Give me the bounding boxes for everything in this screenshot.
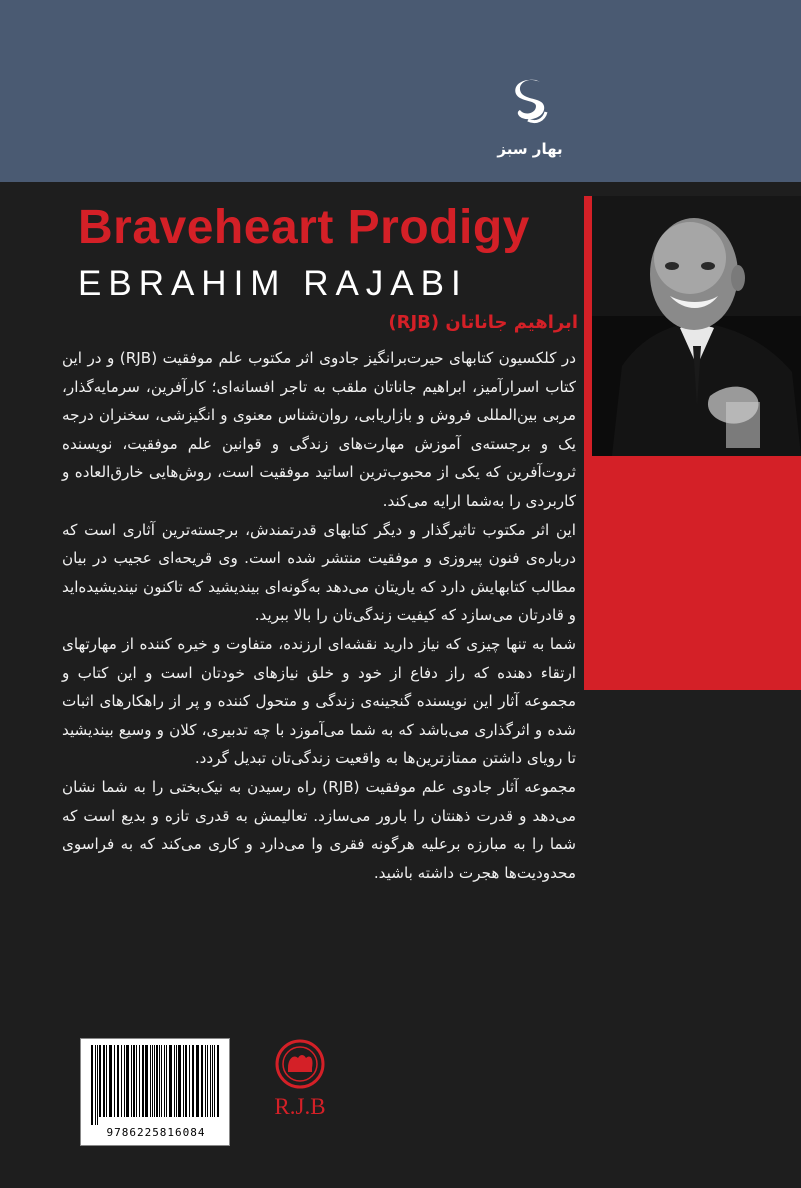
barcode-bar [95, 1045, 96, 1125]
description-paragraph: شما به تنها چیزی که نیاز دارید نقشه‌ای ارزنده، متفاوت و خیره کننده از مهارتهای ارتقاء دهنده که راز دفاع از خود و خلق نیازهای خودتان است و این کتاب و مجموعه آثار این نویسنده گنجینه‌ی زندگی و متحول کننده و پر از راهکارهای اثبات شده و اثرگذاری می‌باشد که به شما می‌آموزد با چه تدبیری، کلان و وسیع بیندیشید تا رویای داشتن ممتازترین‌ها به واقعیت زندگی‌تان تبدیل گردد. [62, 634, 576, 768]
book-title: Braveheart Prodigy [78, 201, 530, 254]
barcode-bar [142, 1045, 144, 1117]
barcode-bar [217, 1045, 219, 1117]
author-name: EBRAHIM RAJABI [78, 264, 468, 303]
barcode-bar [133, 1045, 135, 1117]
publisher-name: بهار سبز [497, 140, 563, 158]
barcode-bar [185, 1045, 187, 1117]
barcode-bar [117, 1045, 119, 1117]
imprint-logo [250, 1036, 350, 1146]
barcode-bar [121, 1045, 122, 1117]
barcode-bar [106, 1045, 107, 1117]
barcode-bar [152, 1045, 153, 1117]
barcode-bar [145, 1045, 148, 1117]
barcode-bar [214, 1045, 215, 1117]
barcode-bar [166, 1045, 167, 1117]
barcode-bar [131, 1045, 132, 1117]
barcode-bar [196, 1045, 199, 1117]
author-name-persian: ابراهیم جاناتان (RJB) [388, 312, 578, 333]
description-text [62, 344, 576, 887]
top-color-band [0, 0, 801, 182]
barcode-bar [189, 1045, 190, 1117]
description-paragraph: مجموعه آثار جادوی علم موفقیت (RJB) راه رسیدن به نیک‌بختی را به شما نشان می‌دهد و قدرت ذهنتان را بارور می‌سازد. تعالیمش به قدری تازه و بدیع است که شما را به مبارزه برعلیه هرگونه فقری وا می‌دارد و کاری می‌کند که به فراسوی محدودیت‌ها هجرت داشته باشید. [62, 777, 576, 882]
barcode-bar [124, 1045, 125, 1117]
rjb-emblem-icon [274, 1038, 326, 1090]
barcode-bar [192, 1045, 194, 1117]
barcode-bar [154, 1045, 155, 1117]
barcode-bars [87, 1045, 225, 1125]
imprint-label: R.J.B [274, 1094, 326, 1119]
barcode-bar [164, 1045, 165, 1117]
barcode-bar [109, 1045, 112, 1117]
barcode-bar [161, 1045, 162, 1117]
barcode-bar [205, 1045, 206, 1117]
barcode-bar [139, 1045, 140, 1117]
barcode-bar [174, 1045, 175, 1117]
description-paragraph: در کلکسیون کتابهای حیرت‌برانگیز جادوی اثر مکتوب علم موفقیت (RJB) و در این کتاب اسرارآمیز، ابراهیم جاناتان ملقب به تاجر افسانه‌ای؛ کارآفرین، سرمایه‌گذار، مربی بین‌المللی فروش و بازاریابی، روان‌شناس معنوی و انگیزشی، سخنران درجه یک و برجسته‌ی آموزش مهارت‌های زندگی و قوانین علم موفقیت، نویسنده ثروت‌آفرین که یکی از محبوب‌ترین اساتید موفقیت است، روش‌هایی خارق‌العاده و کاربردی را به‌شما ارایه می‌کند. [62, 349, 576, 510]
description-paragraph: این اثر مکتوب تاثیرگذار و دیگر کتابهای قدرتمندش، برجسته‌ترین آثاری است که درباره‌ی فنون پیروزی و موفقیت منتشر شده است. وی قریحه‌ای عجیب در بیان مطالب کتابهایش دارد که یاریتان می‌دهد به‌گونه‌ای بیندیشید که تاکنون نیندیشیده‌اید و قادرتان می‌سازد که کیفیت زندگی‌تان را بالا ببرید. [62, 520, 576, 625]
barcode-bar [114, 1045, 115, 1117]
barcode-bar [210, 1045, 211, 1117]
barcode-bar [136, 1045, 137, 1117]
barcode-bar [207, 1045, 208, 1117]
barcode-bar [176, 1045, 177, 1117]
barcode-bar [169, 1045, 172, 1117]
barcode-bar [91, 1045, 93, 1125]
publisher-logo [494, 76, 566, 176]
barcode-bar [150, 1045, 151, 1117]
barcode-bar [97, 1045, 98, 1125]
author-photo [592, 196, 801, 456]
barcode-bar [126, 1045, 129, 1117]
publisher-swirl-icon [506, 76, 554, 138]
barcode-bar [103, 1045, 105, 1117]
barcode-bar [201, 1045, 203, 1117]
barcode [80, 1038, 230, 1146]
author-portrait-image [592, 196, 801, 456]
isbn-number: 9786225816084 [106, 1126, 206, 1139]
barcode-bar [99, 1045, 101, 1117]
barcode-bar [212, 1045, 213, 1117]
barcode-bar [183, 1045, 184, 1117]
barcode-bar [178, 1045, 181, 1117]
barcode-bar [156, 1045, 158, 1117]
barcode-bar [159, 1045, 160, 1117]
